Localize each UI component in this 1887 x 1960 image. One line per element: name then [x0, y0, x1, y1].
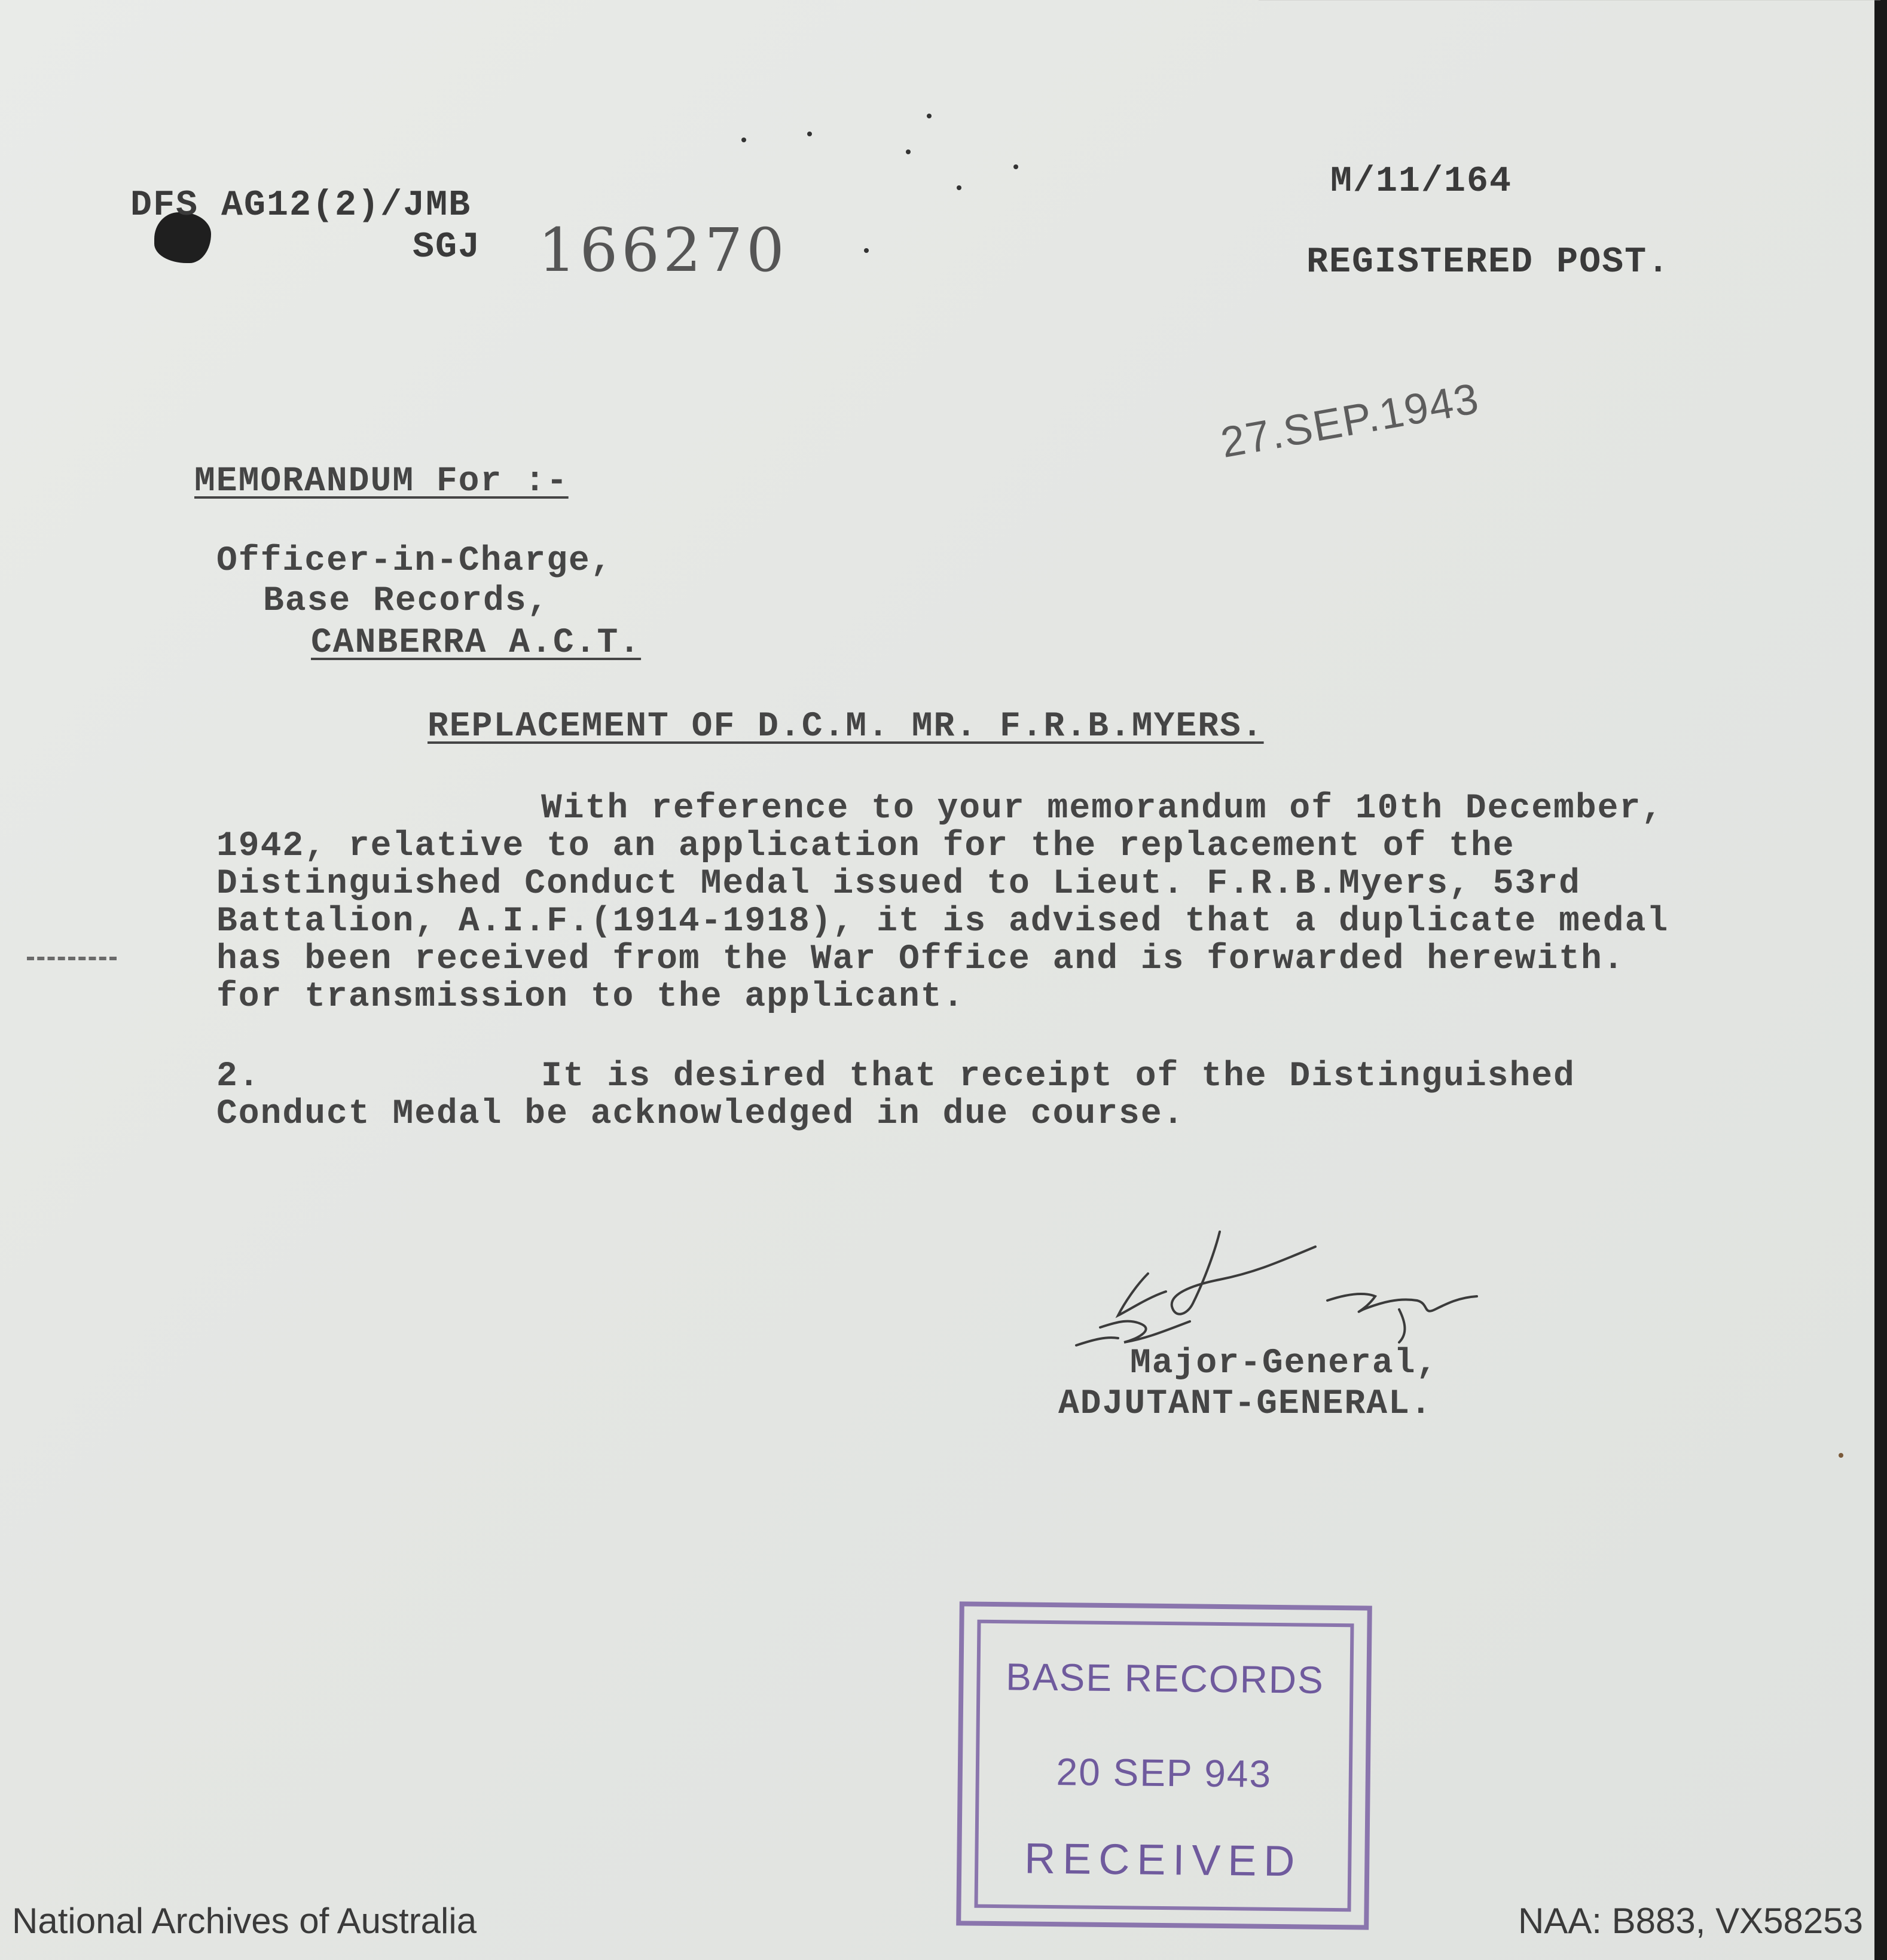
scan-edge — [1874, 0, 1887, 1960]
handwritten-signature — [1064, 1220, 1519, 1363]
paragraph-line: Conduct Medal be acknowledged in due course. — [216, 1095, 1185, 1134]
paragraph-line: Distinguished Conduct Medal issued to Lieut. F.R.B.Myers, 53rd — [216, 865, 1581, 903]
paper-speck — [741, 138, 746, 142]
paper-speck — [957, 185, 961, 190]
memo-subject: REPLACEMENT OF D.C.M. MR. F.R.B.MYERS. — [428, 707, 1264, 746]
paragraph-line: 1942, relative to an application for the replacement of the — [216, 827, 1515, 866]
addressee-line: Officer-in-Charge, — [216, 542, 613, 581]
paper-speck — [927, 114, 932, 118]
posting-method: REGISTERED POST. — [1306, 242, 1671, 283]
paragraph-line: Battalion, A.I.F.(1914-1918), it is advised that a duplicate medal — [216, 902, 1669, 941]
paper-speck — [1839, 1453, 1843, 1458]
memo-heading: MEMORANDUM For :- — [194, 462, 569, 501]
paper-fold — [1259, 0, 1880, 1]
reference-initials: SGJ — [413, 227, 481, 268]
signatory-title: ADJUTANT-GENERAL. — [1058, 1385, 1433, 1424]
margin-mark — [27, 957, 117, 960]
stamp-date: 20 SEP 943 — [1056, 1750, 1272, 1796]
stamp-office: BASE RECORDS — [1005, 1655, 1325, 1702]
archive-reference: NAA: B883, VX58253 — [1517, 1901, 1863, 1941]
addressee-city: CANBERRA A.C.T. — [311, 624, 642, 663]
paper-speck — [864, 248, 869, 253]
paragraph-line: With reference to your memorandum of 10th December, — [541, 789, 1664, 828]
stamp-status: RECEIVED — [1024, 1834, 1302, 1886]
paragraph-number: 2. — [216, 1057, 261, 1096]
paper-speck — [807, 132, 812, 136]
registry-number: 166270 — [538, 215, 788, 285]
paragraph-line: has been received from the War Office and is forwarded herewith. — [216, 940, 1625, 979]
paragraph-line: It is desired that receipt of the Distinguished — [541, 1057, 1575, 1096]
paragraph-line: for transmission to the applicant. — [216, 978, 965, 1016]
addressee-line: Base Records, — [263, 582, 549, 621]
file-number: M/11/164 — [1330, 161, 1513, 202]
signatory-rank: Major-General, — [1130, 1344, 1439, 1383]
received-stamp — [956, 1601, 1372, 1930]
date-stamp: 27.SEP.1943 — [1217, 374, 1483, 468]
reference-code: DFS AG12(2)/JMB — [130, 185, 472, 226]
paper-speck — [1013, 164, 1018, 169]
paper-speck — [906, 149, 911, 154]
archive-name: National Archives of Australia — [12, 1901, 477, 1941]
